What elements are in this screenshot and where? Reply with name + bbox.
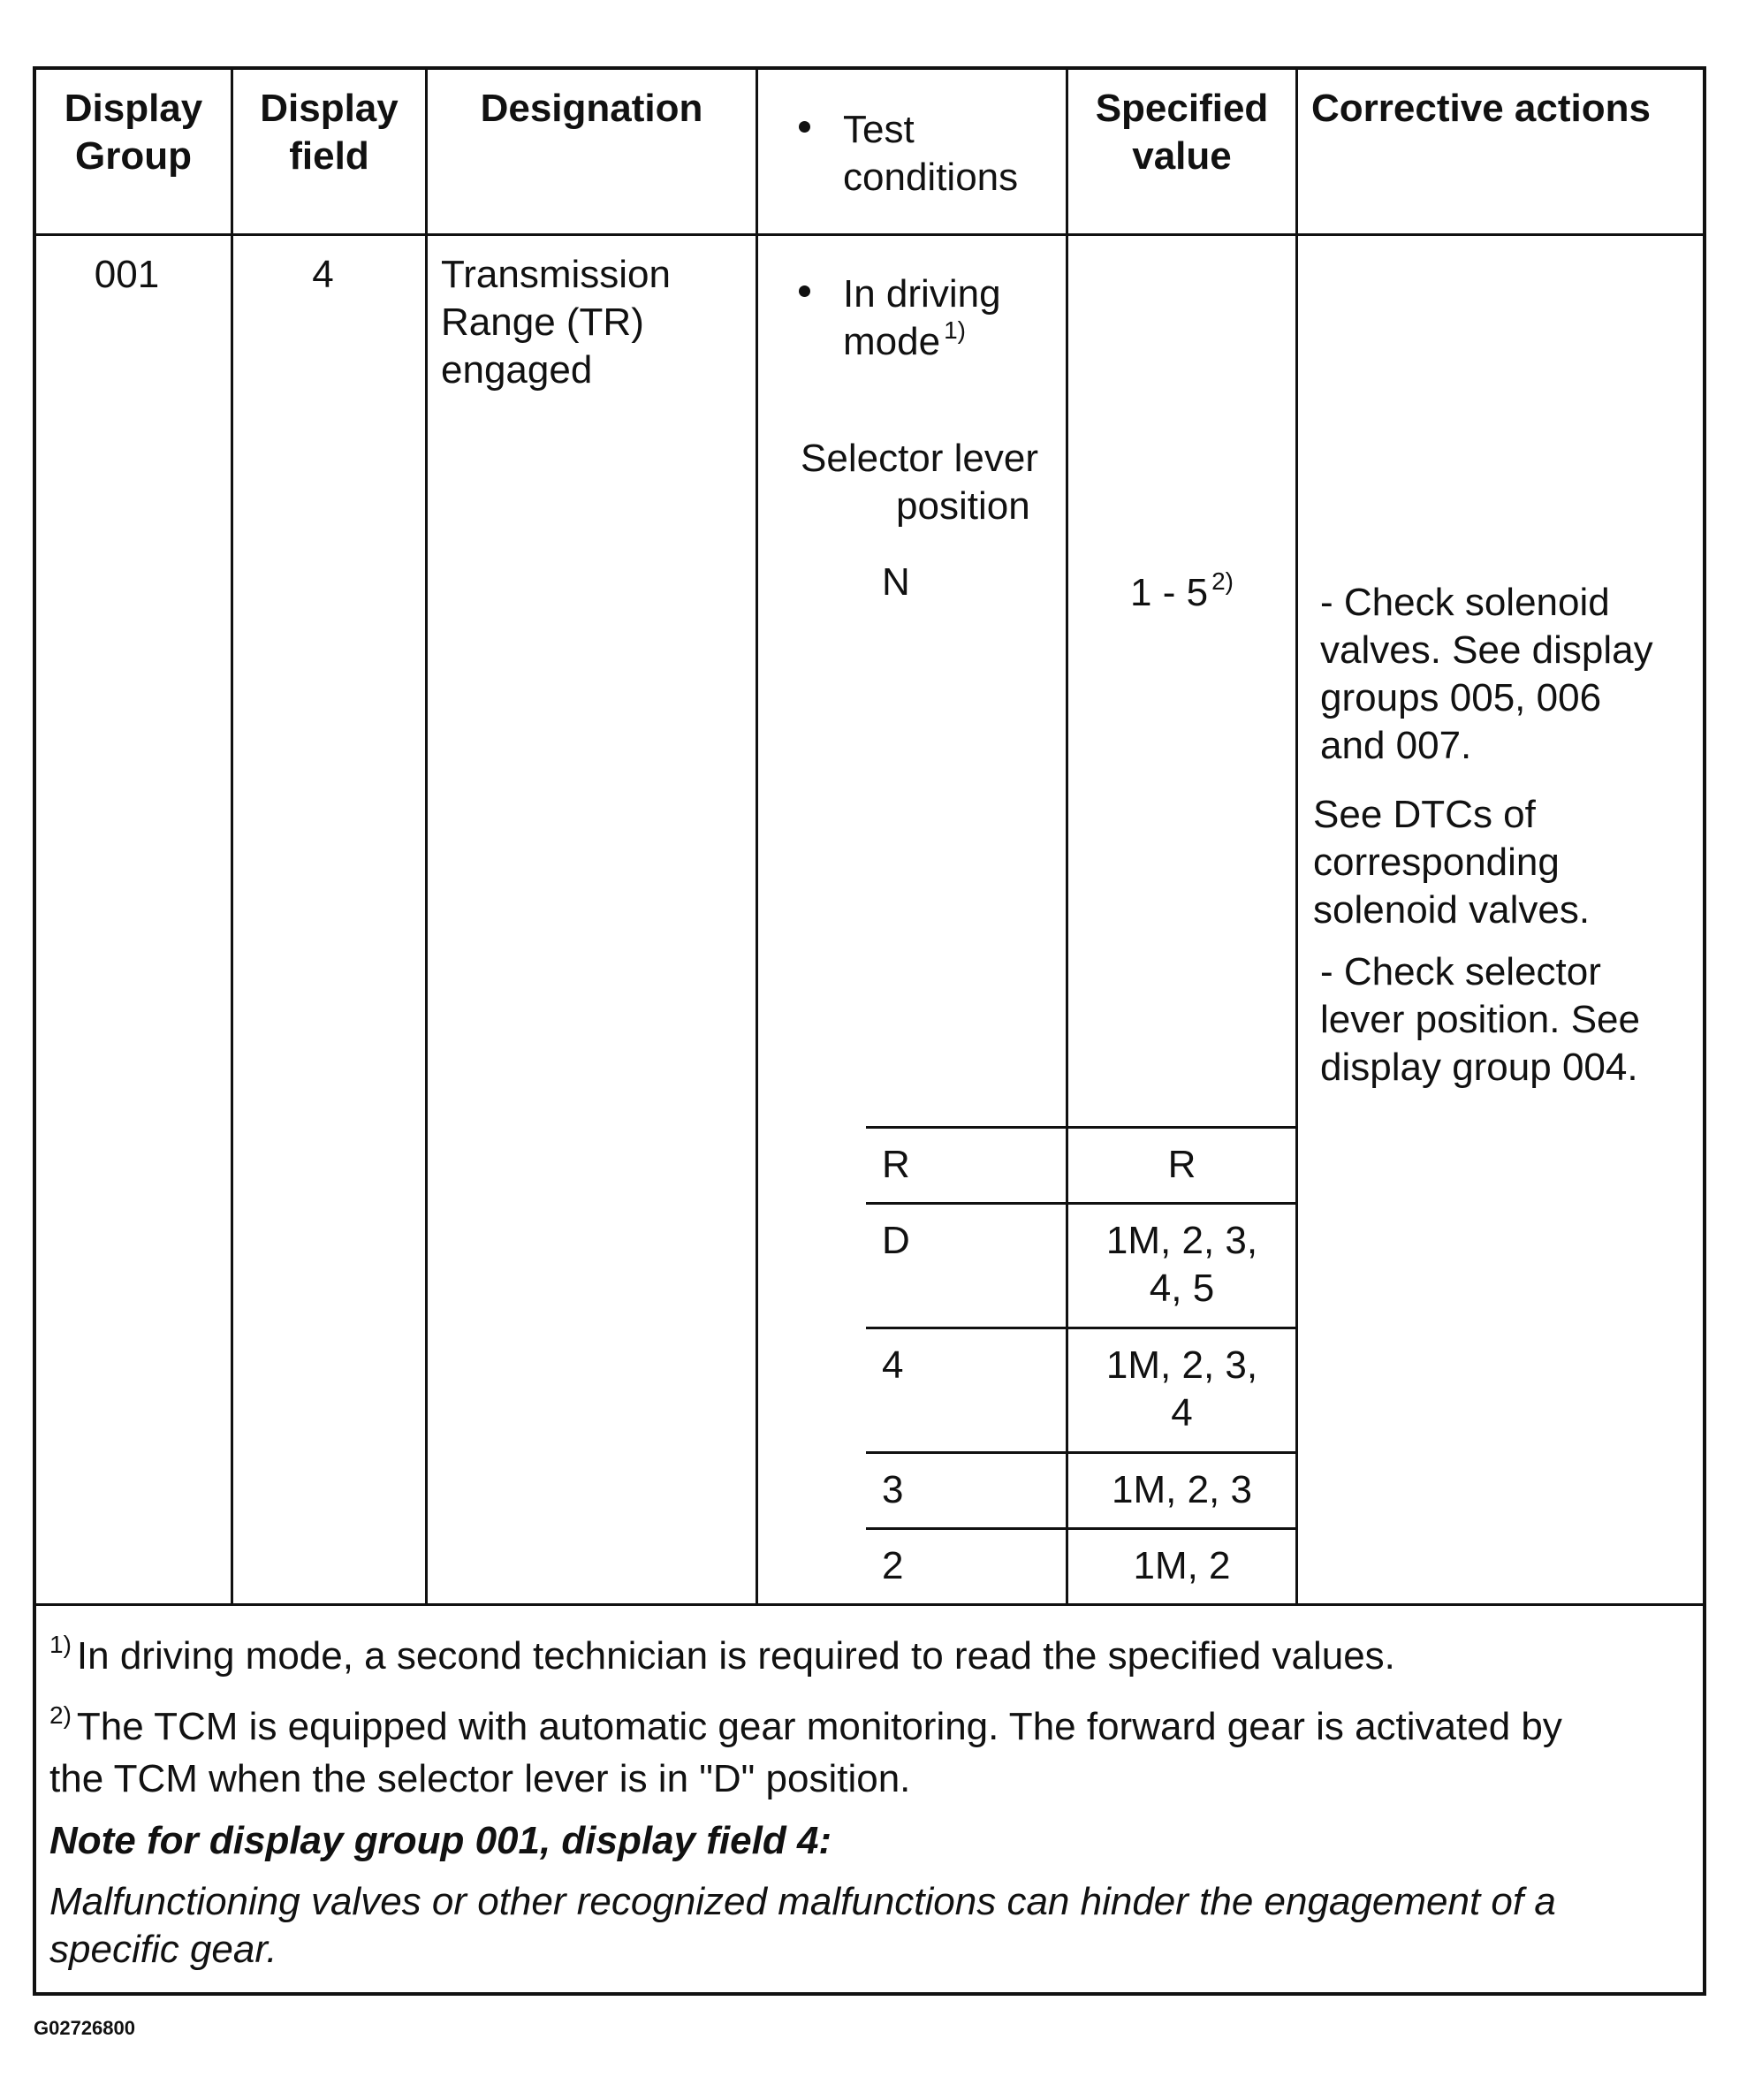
position-r: R xyxy=(882,1143,910,1186)
position-n: N xyxy=(882,560,910,604)
bullet-icon xyxy=(799,285,810,297)
corrective-dtcs: See DTCs of corresponding solenoid valves. xyxy=(1313,793,1591,932)
position-d: D xyxy=(882,1219,910,1262)
position-2: 2 xyxy=(882,1544,904,1587)
value-4: 1M, 2, 3, 4 xyxy=(1105,1343,1258,1434)
bullet-icon xyxy=(799,121,810,133)
subrow-divider-d xyxy=(866,1202,1298,1205)
corrective-solenoid: - Check solenoid valves. See display groups 005, 006 and 007. xyxy=(1320,581,1653,767)
note-title: Note for display group 001, display field 4: xyxy=(49,1819,832,1862)
value-d: 1M, 2, 3, 4, 5 xyxy=(1105,1219,1258,1310)
col-divider-2 xyxy=(425,66,428,1606)
subrow-divider-r xyxy=(866,1126,1298,1129)
header-specified-value: Specified value xyxy=(1095,87,1269,178)
figure-code: G02726800 xyxy=(34,2017,135,2039)
value-n: 1 - 5 $^{2)}$ xyxy=(1130,567,1234,614)
footnote-2: $^{2)}$ The TCM is equipped with automatic gear monitoring. The forward gear is activated by the TCM when the selector lever is in "D" position. xyxy=(49,1701,1562,1800)
position-3: 3 xyxy=(882,1468,904,1511)
subrow-divider-4 xyxy=(866,1327,1298,1329)
footnote-1: $^{1)}$ In driving mode, a second technician is required to read the specified values. xyxy=(49,1631,1395,1678)
header-test-conditions: Test conditions xyxy=(843,108,1019,199)
selector-heading: Selector lever position xyxy=(801,437,1039,528)
header-display-group: Display Group xyxy=(64,87,203,178)
header-divider xyxy=(33,233,1706,236)
subrow-divider-3 xyxy=(866,1451,1298,1454)
cell-display-group: 001 xyxy=(94,253,160,296)
cell-designation: Transmission Range (TR) engaged xyxy=(441,253,671,392)
body-footer-divider xyxy=(33,1603,1706,1606)
header-designation: Designation xyxy=(480,87,703,130)
cell-driving-mode: In driving mode $^{1)}$ xyxy=(843,272,1001,363)
header-corrective-actions: Corrective actions xyxy=(1311,87,1651,130)
position-4: 4 xyxy=(882,1343,904,1387)
value-r: R xyxy=(1167,1143,1196,1186)
corrective-selector: - Check selector lever position. See display group 004. xyxy=(1320,950,1640,1089)
note-text: Malfunctioning valves or other recognized malfunctions can hinder the engagement of a specific gear. xyxy=(49,1880,1556,1971)
cell-display-field: 4 xyxy=(312,253,334,296)
subrow-divider-2 xyxy=(866,1527,1298,1530)
header-display-field: Display field xyxy=(260,87,399,178)
value-3: 1M, 2, 3 xyxy=(1112,1468,1252,1511)
col-divider-5 xyxy=(1295,66,1298,1606)
value-2: 1M, 2 xyxy=(1133,1544,1231,1587)
col-divider-3 xyxy=(756,66,758,1606)
